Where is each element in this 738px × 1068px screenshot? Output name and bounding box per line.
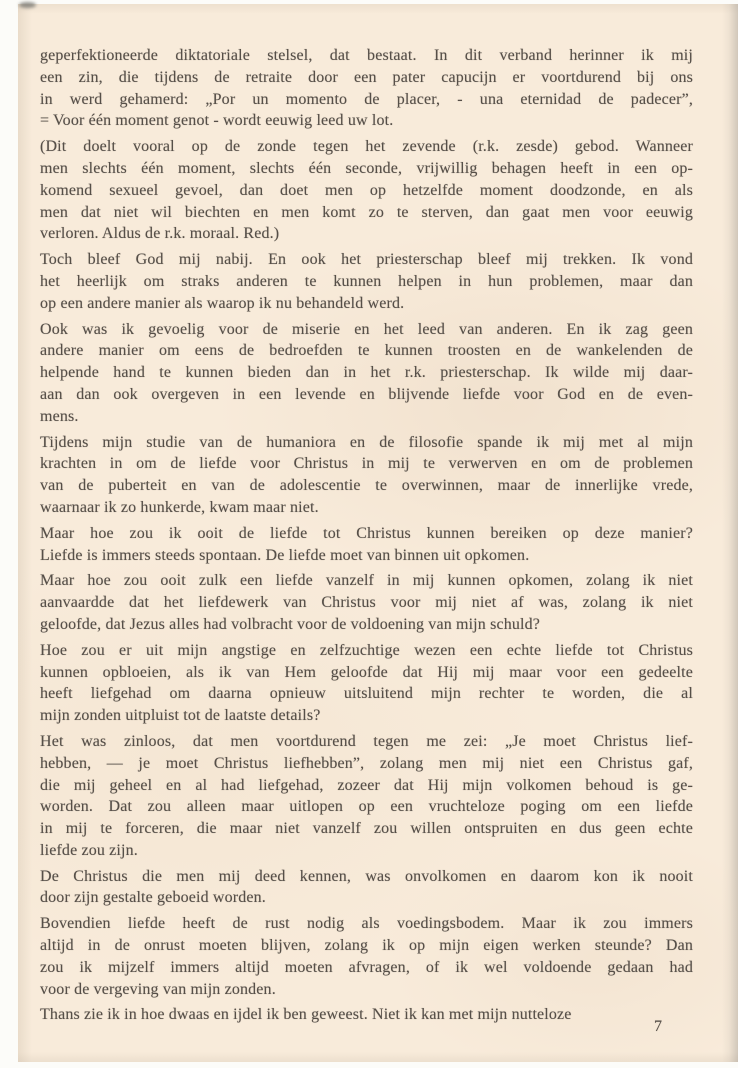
text-line: Ook was ik gevoelig voor de miserie en het leed van anderen. En ik zag geen [40, 320, 693, 338]
paragraph [40, 136, 693, 245]
paragraph [40, 1004, 693, 1026]
page-edge-smudge [19, 2, 36, 8]
text-line: men slechts één moment, slechts één seconde, vrijwillig behagen heeft in een op- [40, 159, 693, 177]
text-line: heeft liefgehad om daarna opnieuw uitsluitend mijn rechter te worden, die al [40, 685, 693, 703]
text-line: worden. Dat zou alleen maar uitlopen op een vruchteloze poging om een liefde [40, 798, 693, 816]
text-line: in werd gehamerd: „Por un momento de placer, - una eternidad de padecer”, [40, 90, 693, 108]
text-line: aanvaardde dat het liefdewerk van Christus voor mij niet af was, zolang ik niet [40, 594, 693, 612]
text-line: komend sexueel gevoel, dan doet men op hetzelfde moment doodzonde, en als [40, 181, 693, 199]
text-line: Hoe zou er uit mijn angstige en zelfzuchtige wezen een echte liefde tot Christus [40, 641, 693, 659]
text-line: = Voor één moment genot - wordt eeuwig leed uw lot. [40, 112, 394, 130]
text-line: altijd in de onrust moeten blijven, zolang ik op mijn eigen werken steunde? Dan [40, 937, 693, 955]
text-line: helpende hand te kunnen bieden dan in het r.k. priesterschap. Ik wilde mij daar- [40, 364, 693, 382]
text-line: liefde zou zijn. [40, 841, 138, 859]
text-line: geloofde, dat Jezus alles had volbracht voor de voldoening van mijn schuld? [40, 615, 541, 633]
text-line: (Dit doelt vooral op de zonde tegen het zevende (r.k. zesde) gebod. Wanneer [40, 138, 693, 156]
paragraph [40, 319, 693, 428]
text-line: Maar hoe zou ooit zulk een liefde vanzelf in mij kunnen opkomen, zolang ik niet [40, 572, 693, 590]
paragraph [40, 523, 693, 567]
text-line: verloren. Aldus de r.k. moraal. Red.) [40, 225, 280, 243]
text-line: Liefde is immers steeds spontaan. De liefde moet van binnen uit opkomen. [40, 546, 530, 564]
paragraph [40, 913, 693, 1000]
paragraph [40, 249, 693, 314]
text-line: van de puberteit en van de adolescentie te overwinnen, maar de innerlijke vrede, [40, 477, 693, 495]
text-line: Bovendien liefde heeft de rust nodig als voedingsbodem. Maar ik zou immers [40, 915, 693, 933]
text-line: geperfektioneerde diktatoriale stelsel, dat bestaat. In dit verband herinner ik mij [40, 47, 693, 64]
text-line: het heerlijk om straks anderen te kunnen helpen in hun problemen, maar dan [40, 272, 693, 290]
text-line: Toch bleef God mij nabij. En ook het priesterschap bleef mij trekken. Ik vond [40, 251, 693, 269]
text-line: hebben, — je moet Christus liefhebben”, zolang men mij niet een Christus gaf, [40, 754, 693, 772]
text-line: kunnen opbloeien, als ik van Hem geloofde dat Hij mij maar voor een gedeelte [40, 663, 693, 681]
paragraph [40, 731, 693, 862]
text-line: krachten in om de liefde voor Christus in mij te verwerven en om de problemen [40, 455, 693, 473]
text-line: andere manier om eens de bedroefden te kunnen troosten en de wankelenden de [40, 342, 693, 360]
text-line: die mij geheel en al had liefgehad, zozeer dat Hij mijn volkomen behoud is ge- [40, 776, 693, 794]
text-body [40, 45, 693, 1026]
text-line: mijn zonden uitpluist tot de laatste details? [40, 707, 321, 725]
text-line: De Christus die men mij deed kennen, was onvolkomen en daarom kon ik nooit [40, 867, 693, 885]
text-line: voor de vergeving van mijn zonden. [40, 980, 276, 998]
page-number: 7 [654, 1018, 662, 1035]
book-page [18, 4, 738, 1062]
text-line: Maar hoe zou ik ooit de liefde tot Christus kunnen bereiken op deze manier? [40, 524, 693, 542]
paragraph [40, 640, 693, 727]
text-line: in mij te forceren, die maar niet vanzelf zou willen ontspruiten en dus geen echte [40, 820, 693, 838]
text-line: men dat niet wil biechten en men komt zo te sterven, dan gaat men voor eeuwig [40, 203, 693, 221]
text-line: door zijn gestalte geboeid worden. [40, 889, 266, 907]
text-line: aan dan ook overgeven in een levende en blijvende liefde voor God en de even- [40, 385, 693, 403]
paragraph [40, 45, 693, 132]
text-line: Thans zie ik in hoe dwaas en ijdel ik ben geweest. Niet ik kan met mijn nutteloze [40, 1006, 572, 1024]
paragraph [40, 866, 693, 910]
text-line: waarnaar ik zo hunkerde, kwam maar niet. [40, 498, 319, 516]
text-line: zou ik mijzelf immers altijd moeten afvragen, of ik wel voldoende gedaan had [40, 958, 693, 976]
text-line: een zin, die tijdens de retraite door een pater capucijn er voortdurend bij ons [40, 68, 693, 86]
text-line: op een andere manier als waarop ik nu behandeld werd. [40, 294, 405, 312]
text-line: Het was zinloos, dat men voortdurend tegen me zei: „Je moet Christus lief- [40, 732, 693, 750]
paragraph [40, 570, 693, 635]
text-line: Tijdens mijn studie van de humaniora en de filosofie spande ik mij met al mijn [40, 433, 693, 451]
paragraph [40, 432, 693, 519]
text-line: mens. [40, 407, 79, 425]
